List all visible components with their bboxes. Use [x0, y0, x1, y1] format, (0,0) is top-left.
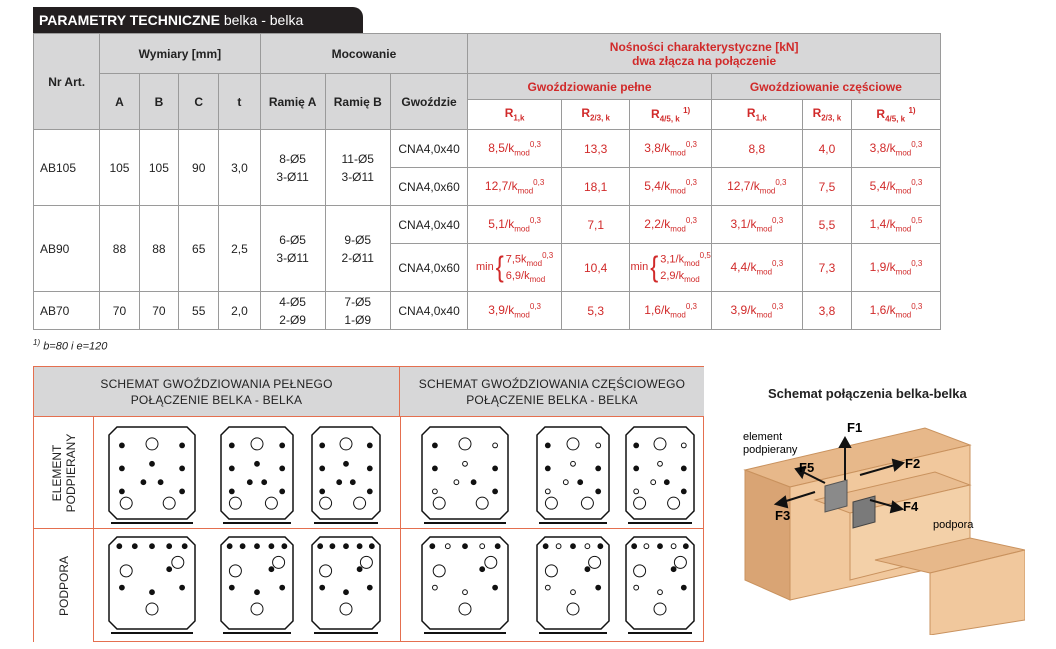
bracket-plate [422, 427, 508, 523]
nail-hole-open [340, 603, 352, 615]
dim-c: 55 [179, 292, 219, 330]
row-label-support: PODPORA [34, 529, 94, 642]
nail-hole-open [634, 497, 646, 509]
nail-hole-filled [596, 466, 601, 471]
force-f3: F3 [775, 508, 791, 523]
nail-hole-open [485, 556, 497, 568]
nail-hole-filled [463, 544, 468, 549]
value-cell: 7,1 [561, 206, 630, 244]
nail-type: CNA4,0x40 [390, 292, 468, 330]
nail-hole-filled [320, 466, 325, 471]
nail-hole-filled [578, 480, 583, 485]
nail-hole-open [229, 497, 241, 509]
value-cell: $1,6/k_{mod}^{0,3}$ [630, 292, 711, 330]
value-cell: $3,9/k_{mod}^{0,3}$ [711, 292, 802, 330]
nail-hole-filled [344, 590, 349, 595]
nail-hole-filled [634, 443, 639, 448]
nail-hole-open [668, 497, 680, 509]
value-cell: $8,5/k_{mod}^{0,3}$ [468, 130, 562, 168]
nail-hole-open [360, 556, 372, 568]
nail-hole-filled [120, 443, 125, 448]
nail-hole-open [581, 497, 593, 509]
bracket-plate [537, 537, 609, 633]
nail-hole-filled [180, 466, 185, 471]
value-cell: $3,9/k_{mod}^{0,3}$ [468, 292, 562, 330]
value-cell: $5,4/k_{mod}^{0,3}$ [630, 168, 711, 206]
force-f1: F1 [847, 420, 863, 435]
nail-hole-open [433, 565, 445, 577]
dim-c: 90 [179, 130, 219, 206]
col-t: t [219, 74, 260, 130]
nail-hole-open [658, 461, 663, 466]
nail-hole-open [644, 544, 649, 549]
nail-hole-open [585, 544, 590, 549]
nail-hole-filled [367, 489, 372, 494]
nail-hole-filled [150, 461, 155, 466]
bracket-plate [312, 537, 380, 633]
nail-hole-filled [480, 567, 485, 572]
force-f5: F5 [799, 460, 815, 475]
col-full-nailing: Gwoździowanie pełne [468, 74, 711, 100]
arm-b: 11-Ø5 3-Ø11 [325, 130, 390, 206]
row-label-supported: ELEMENT PODPIERANY [34, 417, 94, 529]
value-cell: 4,0 [802, 130, 851, 168]
value-cell: 18,1 [561, 168, 630, 206]
nail-hole-filled [344, 461, 349, 466]
col-arm-a: Ramię A [260, 74, 325, 130]
nail-hole-filled [320, 443, 325, 448]
nail-hole-filled [229, 443, 234, 448]
col-capacities: Nośności charakterystyczne [kN] dwa złącza na połączenie [468, 34, 941, 74]
nail-hole-open [589, 556, 601, 568]
nail-hole-filled [132, 544, 137, 549]
nail-hole-filled [229, 489, 234, 494]
nail-hole-filled [681, 466, 686, 471]
art-number: AB90 [34, 206, 100, 292]
nail-hole-filled [180, 443, 185, 448]
col-r23k-partial: $R_{2/3, k}$ [802, 100, 851, 130]
arm-b: 9-Ø5 2-Ø11 [325, 206, 390, 292]
nail-hole-filled [596, 585, 601, 590]
nail-hole-filled [664, 480, 669, 485]
value-cell: $4,4/k_{mod}^{0,3}$ [711, 244, 802, 292]
dim-a: 70 [100, 292, 139, 330]
nail-hole-filled [255, 590, 260, 595]
nail-hole-filled [120, 585, 125, 590]
label-element-2: podpierany [743, 444, 798, 456]
value-cell: $12,7/k_{mod}^{0,3}$ [468, 168, 562, 206]
nail-hole-open [654, 438, 666, 450]
nail-hole-open [273, 556, 285, 568]
nail-hole-open [545, 585, 550, 590]
nail-hole-filled [255, 461, 260, 466]
nail-hole-open [146, 603, 158, 615]
nail-hole-open [571, 590, 576, 595]
value-cell: 5,5 [802, 206, 851, 244]
plates-drawing [34, 367, 703, 641]
col-r45k-full: $R_{4/5, k}$ $^{1)}$ [630, 100, 711, 130]
nail-hole-filled [545, 443, 550, 448]
bracket-plate [422, 537, 508, 633]
dim-t: 2,0 [219, 292, 260, 330]
nail-hole-filled [493, 585, 498, 590]
nail-hole-open [545, 489, 550, 494]
value-cell: $5,4/k_{mod}^{0,3}$ [852, 168, 941, 206]
nail-hole-filled [158, 480, 163, 485]
bracket-plate [626, 537, 694, 633]
col-arm-b: Ramię B [325, 74, 390, 130]
nail-hole-filled [493, 489, 498, 494]
nail-hole-filled [350, 480, 355, 485]
nail-hole-filled [180, 585, 185, 590]
nail-hole-filled [367, 585, 372, 590]
bracket-plate [221, 427, 293, 523]
nail-hole-open [229, 565, 241, 577]
nail-hole-filled [318, 544, 323, 549]
nail-hole-filled [545, 466, 550, 471]
footnote: $^{1)}$ b=80 i e=120 [33, 338, 108, 353]
nail-hole-filled [227, 544, 232, 549]
table-row [34, 206, 941, 244]
nail-hole-filled [262, 480, 267, 485]
nail-hole-open [476, 497, 488, 509]
nail-hole-filled [182, 544, 187, 549]
arm-b: 7-Ø5 1-Ø9 [325, 292, 390, 330]
nail-hole-filled [683, 544, 688, 549]
nail-hole-open [265, 497, 277, 509]
nail-hole-open [146, 438, 158, 450]
nail-hole-open [120, 565, 132, 577]
nail-hole-filled [433, 443, 438, 448]
force-f4: F4 [903, 499, 919, 514]
dim-b: 105 [139, 130, 178, 206]
col-c: C [179, 74, 219, 130]
nail-hole-filled [282, 544, 287, 549]
nail-hole-filled [120, 466, 125, 471]
dim-b: 70 [139, 292, 178, 330]
value-cell: 7,5 [802, 168, 851, 206]
nail-hole-filled [280, 443, 285, 448]
nail-hole-open [320, 497, 332, 509]
value-cell: 10,4 [561, 244, 630, 292]
nail-hole-filled [671, 567, 676, 572]
col-r23k-full: $R_{2/3, k}$ [561, 100, 630, 130]
col-r1k-partial: $R_{1,k}$ [711, 100, 802, 130]
col-r1k-full: $R_{1,k}$ [468, 100, 562, 130]
nail-hole-filled [495, 544, 500, 549]
label-support: podpora [933, 519, 974, 531]
value-cell-min: min { $7,5k_{mod}^{0,3}$ $6,9/k_{mod}$ [468, 244, 562, 292]
nail-hole-open [251, 603, 263, 615]
nail-hole-filled [493, 466, 498, 471]
nail-hole-filled [596, 489, 601, 494]
value-cell-min: min { $3,1/k_{mod}^{0,5}$ $2,9/k_{mod}$ [630, 244, 711, 292]
nail-hole-filled [167, 567, 172, 572]
art-number: AB105 [34, 130, 100, 206]
nail-hole-filled [255, 544, 260, 549]
arm-a: 4-Ø5 2-Ø9 [260, 292, 325, 330]
col-dimensions: Wymiary [mm] [100, 34, 260, 74]
nail-hole-filled [433, 466, 438, 471]
dim-a: 105 [100, 130, 139, 206]
nail-type: CNA4,0x40 [390, 130, 468, 168]
nail-hole-filled [280, 489, 285, 494]
nailing-schema [33, 366, 704, 642]
nail-hole-open [634, 565, 646, 577]
value-cell: $2,2/k_{mod}^{0,3}$ [630, 206, 711, 244]
nail-hole-filled [367, 443, 372, 448]
nail-hole-open [571, 461, 576, 466]
nail-hole-open [563, 480, 568, 485]
nail-hole-open [634, 585, 639, 590]
nail-hole-open [681, 443, 686, 448]
nail-hole-filled [150, 544, 155, 549]
nail-hole-filled [150, 590, 155, 595]
nail-hole-filled [117, 544, 122, 549]
nail-type: CNA4,0x40 [390, 206, 468, 244]
nail-hole-open [120, 497, 132, 509]
nail-hole-open [433, 585, 438, 590]
nail-hole-filled [634, 466, 639, 471]
connection-diagram [735, 410, 1025, 635]
nail-hole-filled [280, 585, 285, 590]
value-cell: 7,3 [802, 244, 851, 292]
nail-hole-open [567, 438, 579, 450]
dim-b: 88 [139, 206, 178, 292]
value-cell: $5,1/k_{mod}^{0,3}$ [468, 206, 562, 244]
value-cell: 3,8 [802, 292, 851, 330]
col-r45k-partial: $R_{4/5, k}$ $^{1)}$ [852, 100, 941, 130]
col-fixing: Mocowanie [260, 34, 468, 74]
nail-hole-filled [471, 480, 476, 485]
nail-hole-open [545, 565, 557, 577]
nail-hole-open [463, 590, 468, 595]
arm-a: 6-Ø5 3-Ø11 [260, 206, 325, 292]
nail-hole-filled [357, 544, 362, 549]
art-number: AB70 [34, 292, 100, 330]
nail-hole-open [433, 497, 445, 509]
value-cell: 5,3 [561, 292, 630, 330]
nail-hole-open [251, 438, 263, 450]
nail-hole-open [463, 461, 468, 466]
bracket-plate [221, 537, 293, 633]
nail-hole-open [671, 544, 676, 549]
nail-hole-filled [247, 480, 252, 485]
nail-hole-filled [330, 544, 335, 549]
value-cell: 13,3 [561, 130, 630, 168]
nail-hole-filled [369, 544, 374, 549]
partial-nailing-header: SCHEMAT GWOŹDZIOWANIA CZĘŚCIOWEGO POŁĄCZENIE BELKA - BELKA [400, 367, 704, 417]
full-nailing-header: SCHEMAT GWOŹDZIOWANIA PEŁNEGO POŁĄCZENIE BELKA - BELKA [34, 367, 400, 417]
nail-hole-open [674, 556, 686, 568]
col-nr-art: Nr Art. [34, 34, 100, 130]
nail-hole-filled [344, 544, 349, 549]
nail-hole-open [354, 497, 366, 509]
nail-hole-filled [167, 544, 172, 549]
nail-hole-open [596, 443, 601, 448]
nail-hole-filled [180, 489, 185, 494]
nail-hole-open [459, 603, 471, 615]
col-b: B [139, 74, 178, 130]
col-a: A [100, 74, 139, 130]
nail-hole-open [651, 480, 656, 485]
col-nails: Gwoździe [390, 74, 468, 130]
nail-hole-filled [141, 480, 146, 485]
label-element: element [743, 431, 783, 443]
nail-hole-filled [543, 544, 548, 549]
nail-hole-open [445, 544, 450, 549]
bracket-plate [109, 537, 195, 633]
value-cell: $3,8/k_{mod}^{0,3}$ [852, 130, 941, 168]
dim-a: 88 [100, 206, 139, 292]
nail-hole-filled [681, 585, 686, 590]
nail-hole-filled [598, 544, 603, 549]
value-cell: $3,8/k_{mod}^{0,3}$ [630, 130, 711, 168]
nail-hole-filled [681, 489, 686, 494]
diagram-title: Schemat połączenia belka-belka [768, 386, 967, 401]
nail-hole-open [172, 556, 184, 568]
value-cell: 8,8 [711, 130, 802, 168]
arm-a: 8-Ø5 3-Ø11 [260, 130, 325, 206]
nail-hole-open [480, 544, 485, 549]
nail-hole-open [459, 438, 471, 450]
nail-hole-open [320, 565, 332, 577]
value-cell: $3,1/k_{mod}^{0,3}$ [711, 206, 802, 244]
nail-hole-filled [357, 567, 362, 572]
nail-hole-open [545, 497, 557, 509]
col-partial-nailing: Gwoździowanie częściowe [711, 74, 940, 100]
nail-type: CNA4,0x60 [390, 244, 468, 292]
nail-hole-filled [658, 544, 663, 549]
nail-hole-filled [269, 544, 274, 549]
bracket-plate [109, 427, 195, 523]
nail-hole-filled [585, 567, 590, 572]
nail-hole-filled [280, 466, 285, 471]
section-title: PARAMETRY TECHNICZNE belka - belka [33, 7, 363, 33]
nail-hole-filled [269, 567, 274, 572]
nail-type: CNA4,0x60 [390, 168, 468, 206]
bracket-left [825, 480, 847, 512]
bracket-plate [626, 427, 694, 523]
table-row [34, 292, 941, 330]
table-row [34, 130, 941, 168]
nail-hole-filled [571, 544, 576, 549]
nail-hole-open [567, 603, 579, 615]
nail-hole-open [433, 489, 438, 494]
nail-hole-filled [367, 466, 372, 471]
nail-hole-filled [320, 585, 325, 590]
nail-hole-filled [320, 489, 325, 494]
beam-side-face [745, 470, 790, 600]
nail-hole-filled [229, 466, 234, 471]
nail-hole-filled [632, 544, 637, 549]
force-f2: F2 [905, 456, 921, 471]
nail-hole-open [340, 438, 352, 450]
nail-hole-open [163, 497, 175, 509]
value-cell: $1,6/k_{mod}^{0,3}$ [852, 292, 941, 330]
nail-hole-filled [120, 489, 125, 494]
bracket-plate [537, 427, 609, 523]
nail-hole-open [493, 443, 498, 448]
nail-hole-filled [337, 480, 342, 485]
value-cell: $1,9/k_{mod}^{0,3}$ [852, 244, 941, 292]
value-cell: $1,4/k_{mod}^{0,5}$ [852, 206, 941, 244]
nail-hole-open [658, 590, 663, 595]
nail-hole-open [454, 480, 459, 485]
value-cell: $12,7/k_{mod}^{0,3}$ [711, 168, 802, 206]
nail-hole-filled [229, 585, 234, 590]
nail-hole-open [556, 544, 561, 549]
bracket-plate [312, 427, 380, 523]
nail-hole-filled [430, 544, 435, 549]
nail-hole-open [654, 603, 666, 615]
dim-t: 3,0 [219, 130, 260, 206]
dim-t: 2,5 [219, 206, 260, 292]
dim-c: 65 [179, 206, 219, 292]
nail-hole-open [634, 489, 639, 494]
technical-parameters-table [33, 33, 941, 330]
nail-hole-filled [240, 544, 245, 549]
